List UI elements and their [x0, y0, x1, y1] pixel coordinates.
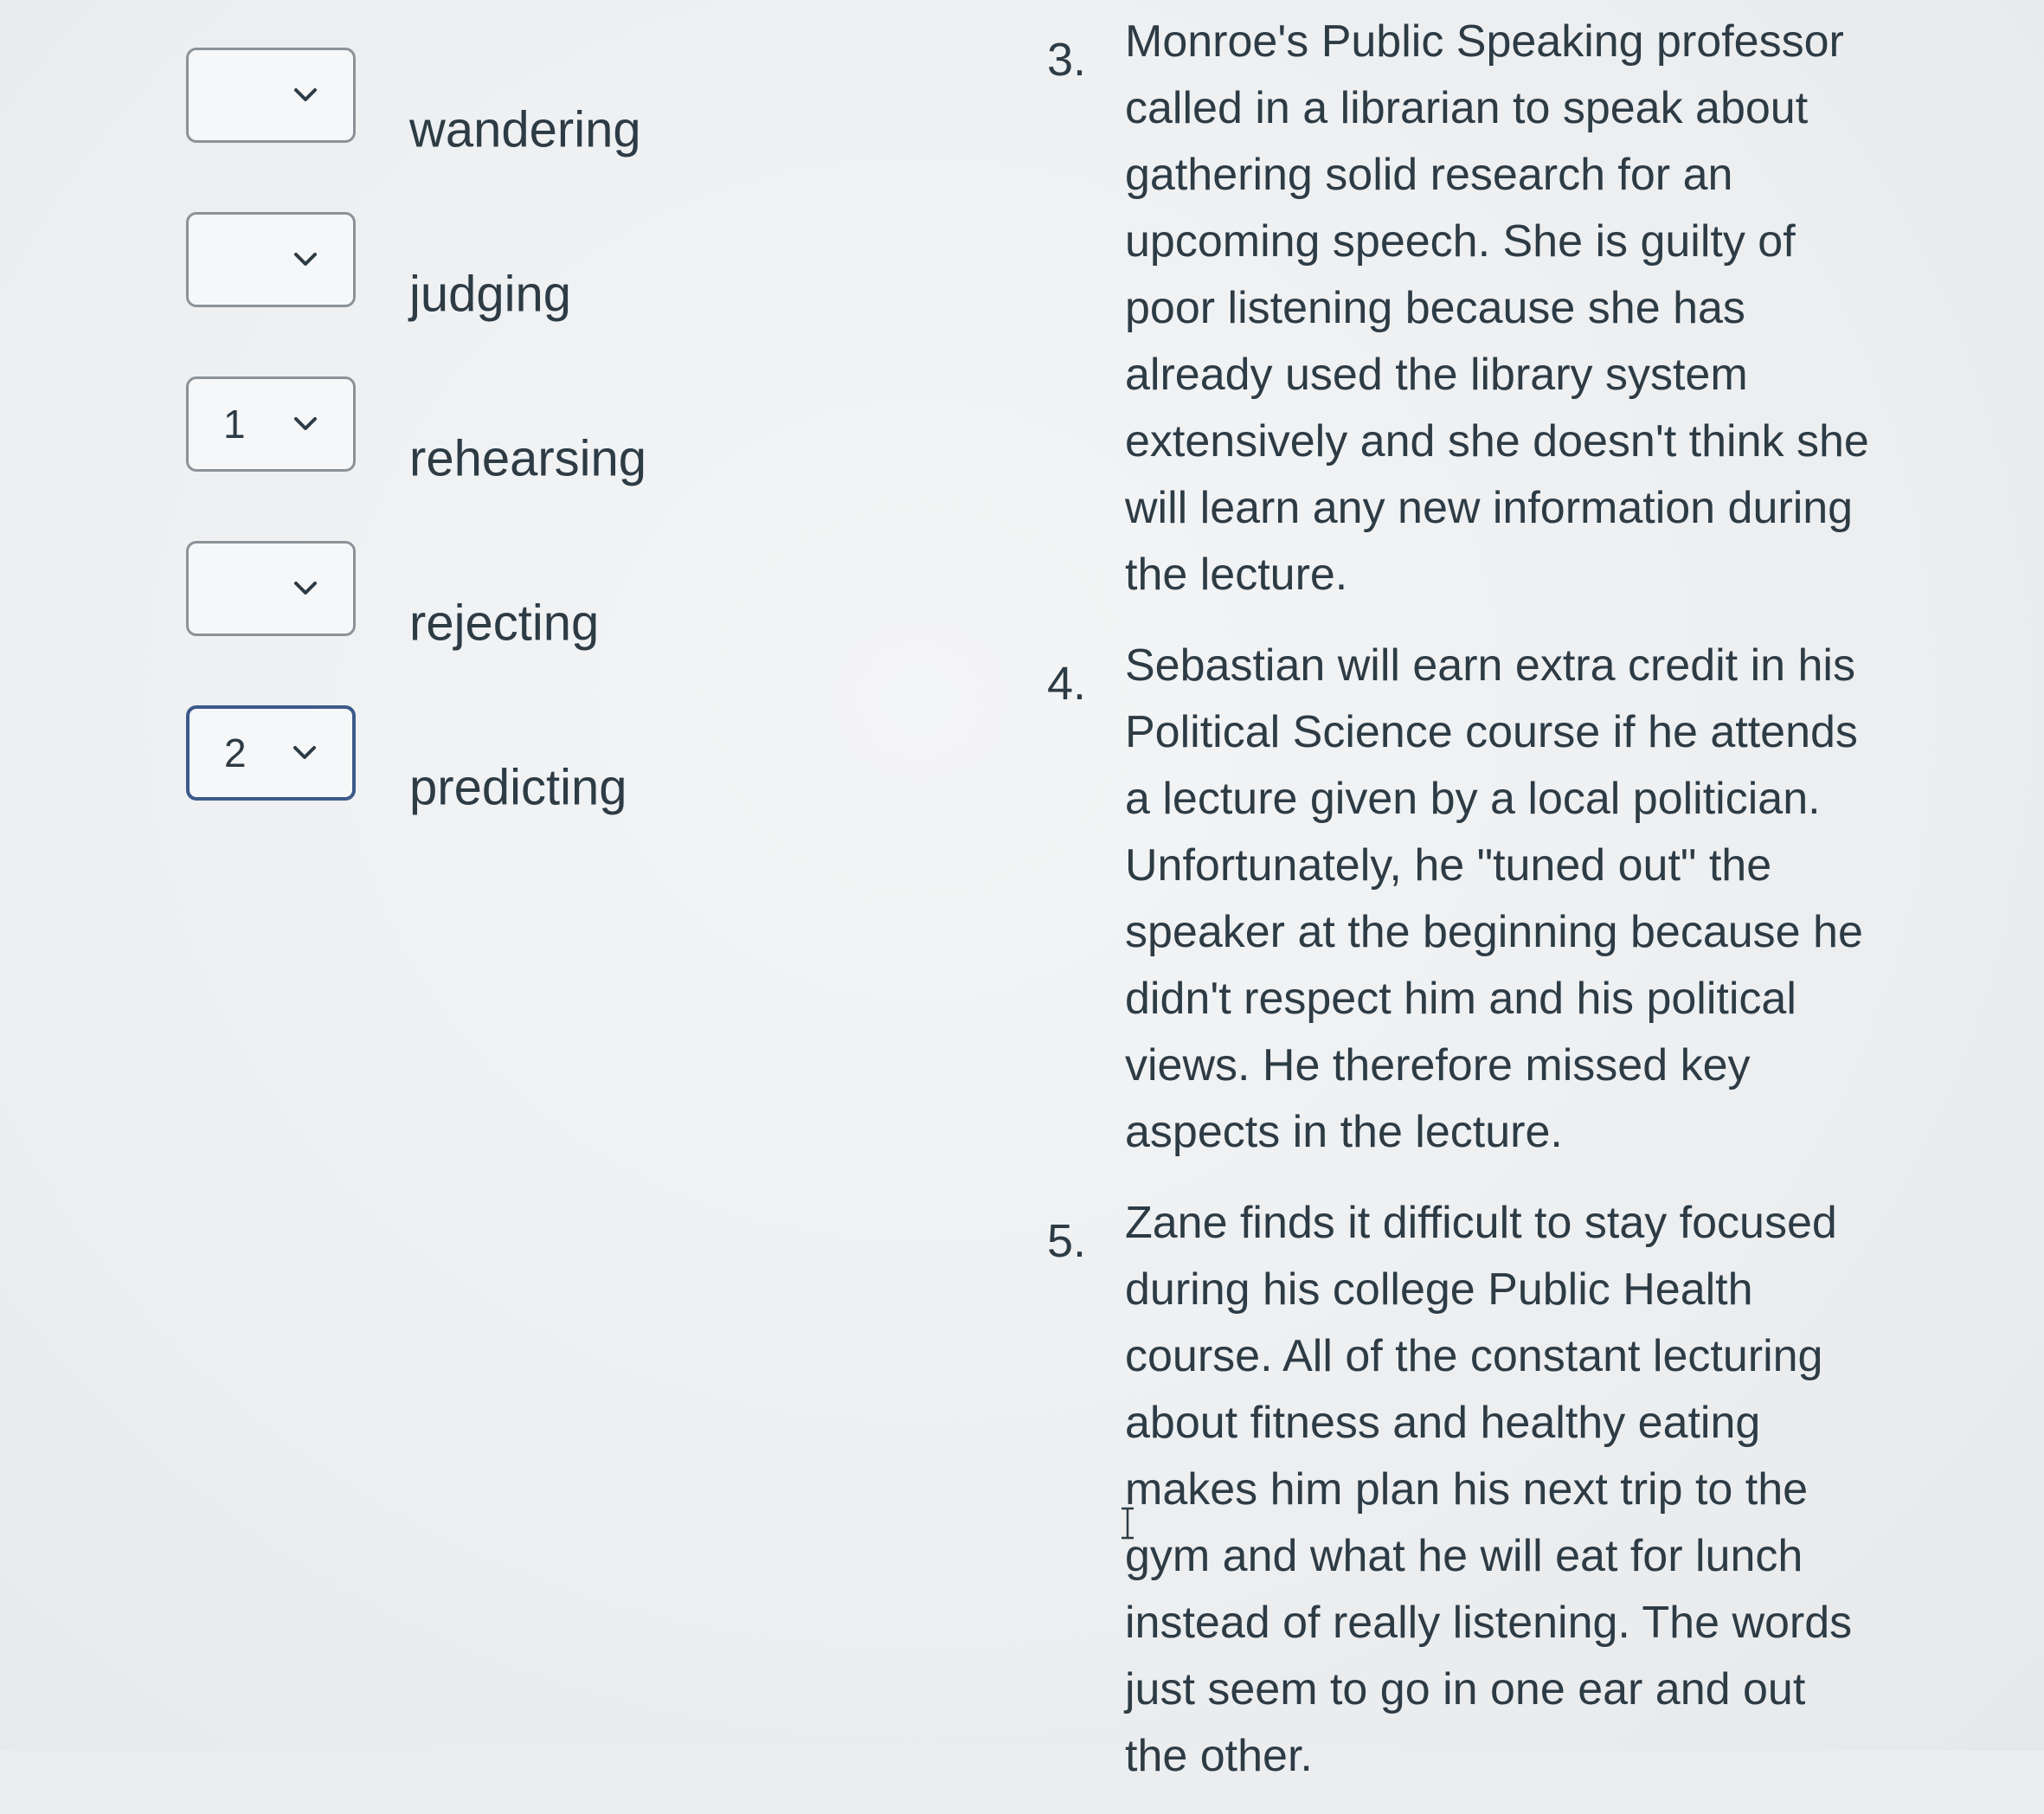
scenario-text: Zane finds it difficult to stay focused during his college Public Health course. All of the constant lecturing about fitness and healthy eating makes him plan his next trip to the gym and what he will eat for lunch instead of really listening. The words just seem to go in one ear and out the other.	[1125, 1198, 1853, 1781]
text-cursor-icon	[1119, 1506, 1136, 1541]
answer-select-wandering[interactable]	[186, 48, 356, 143]
answer-select-predicting[interactable]	[186, 705, 356, 801]
chevron-down-icon	[292, 251, 318, 268]
scenario-text: Sebastian will earn extra credit in his Political Science course if he attends a lecture given by a local politician. Unfortunately, he "tuned out" the speaker at the beginning because he didn't respect him and his political views. He therefore missed key aspects in the lecture.	[1125, 640, 1863, 1157]
match-row-rehearsing	[186, 376, 792, 541]
scenario-item	[1030, 1190, 1895, 1790]
chevron-down-icon	[292, 87, 318, 104]
term-label: rehearsing	[409, 430, 647, 487]
select-value: 1	[223, 402, 246, 447]
scenario-item	[1030, 9, 1895, 608]
match-row-rejecting	[186, 541, 792, 705]
term-label: rejecting	[409, 595, 600, 652]
scenario-list	[1030, 9, 1895, 1814]
scenario-number: 4.	[1047, 658, 1087, 710]
matching-list	[186, 48, 792, 870]
scenario-item	[1030, 633, 1895, 1166]
chevron-down-icon	[292, 415, 318, 433]
answer-select-rehearsing[interactable]	[186, 376, 356, 472]
match-row-judging	[186, 212, 792, 376]
scenario-number: 5.	[1047, 1215, 1087, 1267]
chevron-down-icon	[292, 580, 318, 597]
term-label: wandering	[409, 101, 641, 158]
answer-select-rejecting[interactable]	[186, 541, 356, 636]
term-label: judging	[409, 266, 572, 323]
scenario-text: Monroe's Public Speaking professor called in a librarian to speak about gathering solid research for an upcoming speech. She is guilty of poor listening because she has already used the library system extensively and she doesn't think she will learn any new information during the lecture.	[1125, 16, 1869, 600]
scenario-number: 3.	[1047, 34, 1087, 86]
match-row-predicting	[186, 705, 792, 870]
chevron-down-icon	[292, 744, 318, 762]
term-label: predicting	[409, 759, 627, 816]
match-row-wandering	[186, 48, 792, 212]
select-value: 2	[224, 730, 247, 775]
answer-select-judging[interactable]	[186, 212, 356, 307]
